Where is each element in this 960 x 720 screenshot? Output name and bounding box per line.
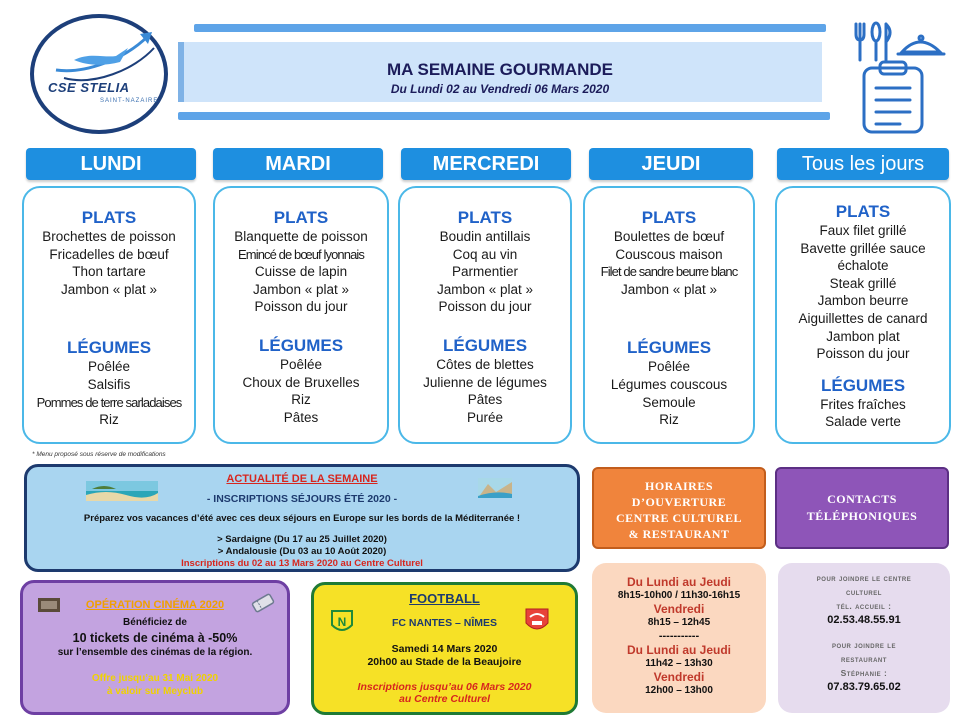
actualite-title: ACTUALITÉ DE LA SEMAINE — [226, 473, 378, 485]
menu-card-mardi — [213, 186, 389, 444]
menu-item: Riz — [291, 392, 311, 408]
menu-item: Bavette grillée sauce — [800, 240, 926, 256]
horaires-header-line: D’OUVERTURE — [631, 495, 727, 509]
cse-stelia-logo — [30, 14, 168, 134]
plats-title: PLATS — [457, 208, 513, 227]
actualite-subtitle: - INSCRIPTIONS SÉJOURS ÉTÉ 2020 - — [206, 493, 398, 505]
menu-card-jeudi — [583, 186, 755, 444]
menu-item: Brochettes de poisson — [42, 229, 176, 244]
svg-text:N: N — [337, 615, 347, 629]
menu-item: Faux filet grillé — [819, 223, 907, 238]
menu-item: Poisson du jour — [816, 346, 910, 362]
menu-item: Fricadelles de bœuf — [49, 246, 169, 262]
football-place: 20h00 au Stade de la Beaujoire — [367, 656, 522, 668]
menu-item: Thon tartare — [72, 264, 146, 280]
horaires-time: 11h42 – 13h30 — [645, 658, 713, 669]
football-date: Samedi 14 Mars 2020 — [391, 643, 498, 655]
menu-item: Poisson du jour — [438, 299, 532, 315]
day-tab-mercredi: MERCREDI — [401, 148, 571, 180]
legumes-title: LÉGUMES — [442, 335, 528, 355]
horaires-day: Vendredi — [653, 602, 705, 616]
plane-swoosh-icon — [44, 30, 162, 86]
horaires-time: 8h15 – 12h45 — [647, 617, 711, 628]
menu-item: Poêlée — [279, 356, 323, 372]
menu-item: Jambon « plat » — [252, 281, 350, 297]
cinema-validity: Offre jusqu’au 31 Mai 2020 — [91, 673, 219, 684]
menu-item: Jambon « plat » — [60, 281, 158, 297]
menu-item: Côtes de blettes — [436, 356, 534, 372]
contacts-header — [775, 467, 949, 549]
plats-title: PLATS — [273, 208, 329, 227]
banner-stripe-bottom — [178, 112, 830, 120]
plats-title: PLATS — [835, 202, 891, 221]
day-tab-tous-les-jours: Tous les jours — [777, 148, 949, 180]
menu-item: Blanquette de poisson — [234, 229, 368, 244]
horaires-day: Du Lundi au Jeudi — [627, 575, 731, 589]
cinema-meyclub: à valoir sur Meyclub — [106, 686, 204, 697]
menu-item: Steak grillé — [829, 275, 897, 291]
cinema-offer: 10 tickets de cinéma à -50% — [72, 631, 238, 645]
menu-card-lundi — [22, 186, 196, 444]
menu-item: Frites fraîches — [820, 396, 906, 412]
menu-item: Aiguillettes de canard — [798, 310, 928, 326]
contacts-header-line: CONTACTS — [827, 492, 897, 506]
fc-nantes-crest-icon — [330, 609, 354, 635]
ticket-icon — [250, 590, 276, 616]
horaires-time: 8h15-10h00 / 11h30-16h15 — [617, 590, 741, 601]
menu-item: Poisson du jour — [254, 299, 348, 315]
horaires-box — [592, 563, 766, 713]
day-tab-jeudi: JEUDI — [589, 148, 753, 180]
plats-title: PLATS — [641, 208, 697, 227]
football-inscriptions: Inscriptions jusqu’au 06 Mars 2020 — [357, 681, 532, 693]
actualite-inscriptions: Inscriptions du 02 au 13 Mars 2020 au Centre Culturel — [181, 558, 423, 569]
menu-item: Légumes couscous — [610, 376, 728, 392]
menu-item: Semoule — [642, 394, 696, 410]
menu-item: Boulettes de bœuf — [613, 229, 725, 244]
legumes-title: LÉGUMES — [820, 375, 906, 395]
horaires-time: 12h00 – 13h00 — [645, 685, 713, 696]
cinema-title: OPÉRATION CINÉMA 2020 — [85, 599, 225, 611]
cinema-line: sur l’ensemble des cinémas de la région. — [57, 647, 253, 658]
nimes-crest-icon — [524, 607, 550, 635]
menu-item: Choux de Bruxelles — [242, 374, 360, 390]
actualite-text: Préparez vos vacances d’été avec ces deux séjours en Europe sur les bords de la Méditerranée ! — [83, 513, 521, 524]
horaires-day: Vendredi — [653, 670, 705, 684]
menu-item: Jambon « plat » — [620, 281, 718, 297]
contacts-box — [778, 563, 950, 713]
contacts-label: restaurant — [841, 654, 887, 664]
menu-item: Julienne de légumes — [423, 374, 547, 390]
phone-centre-culturel: 02.53.48.55.91 — [827, 614, 901, 626]
menu-item: Salsifis — [87, 376, 131, 392]
menu-item: Jambon « plat » — [436, 281, 534, 297]
coast-photo-icon — [478, 478, 512, 498]
football-title: FOOTBALL — [409, 591, 480, 606]
menu-item: Pâtes — [283, 409, 319, 425]
menu-item: Jambon plat — [826, 328, 900, 344]
page-subtitle: Du Lundi 02 au Vendredi 06 Mars 2020 — [390, 82, 610, 96]
page-title: MA SEMAINE GOURMANDE — [386, 60, 614, 79]
horaires-separator: ----------- — [658, 630, 700, 642]
logo-name: CSE STELIA — [48, 80, 130, 95]
menu-item: Poêlée — [647, 359, 691, 375]
menu-item: échalote — [837, 258, 889, 274]
logo-subtitle: SAINT-NAZAIRE — [100, 98, 159, 104]
legumes-title: LÉGUMES — [66, 338, 152, 358]
menu-card-tous-les-jours — [775, 186, 951, 444]
contacts-label: pour joindre le centre — [816, 573, 912, 583]
menu-item: Cuisse de lapin — [254, 264, 348, 280]
contacts-label: culturel — [846, 587, 882, 597]
day-tab-lundi: LUNDI — [26, 148, 196, 180]
menu-card-mercredi — [398, 186, 572, 444]
contacts-header-line: TÉLÉPHONIQUES — [806, 509, 918, 523]
horaires-header-line: & RESTAURANT — [628, 527, 730, 541]
plats-title: PLATS — [81, 208, 137, 227]
football-inscriptions-place: au Centre Culturel — [398, 693, 490, 705]
menu-item: Salade verte — [825, 414, 901, 430]
beach-photo-icon — [86, 481, 158, 501]
menu-disclaimer: * Menu proposé sous réserve de modifications — [32, 451, 166, 458]
menu-item: Riz — [659, 412, 679, 428]
day-tab-mardi: MARDI — [213, 148, 383, 180]
menu-item: Poêlée — [87, 359, 131, 375]
menu-item: Coq au vin — [452, 246, 518, 262]
legumes-title: LÉGUMES — [258, 335, 344, 355]
horaires-header — [592, 467, 766, 549]
menu-item: Parmentier — [451, 264, 519, 280]
menu-item: Jambon beurre — [817, 293, 909, 309]
menu-item: Boudin antillais — [439, 229, 531, 244]
horaires-header-line: HORAIRES — [644, 479, 713, 493]
football-box — [311, 582, 578, 715]
banner-stripe-top — [194, 24, 826, 32]
legumes-title: LÉGUMES — [626, 338, 712, 358]
phone-restaurant: 07.83.79.65.02 — [827, 681, 901, 693]
contacts-label: tél. accueil : — [836, 601, 892, 611]
menu-item: Purée — [466, 409, 504, 425]
horaires-day: Du Lundi au Jeudi — [627, 643, 731, 657]
cinema-photo-icon — [38, 598, 60, 612]
contacts-label: pour joindre le — [832, 640, 896, 650]
football-match: FC NANTES – NÎMES — [391, 617, 497, 629]
cinema-line: Bénéficiez de — [123, 617, 187, 628]
menu-item: Filet de sandre beurre blanc — [600, 264, 738, 280]
menu-item: Pommes de terre sarladaises — [36, 394, 182, 410]
contacts-label: Stéphanie : — [840, 668, 888, 678]
menu-item: Couscous maison — [615, 246, 723, 262]
menu-item: Emincé de bœuf lyonnais — [238, 246, 364, 262]
cutlery-clipboard-icon — [850, 18, 950, 136]
horaires-header-line: CENTRE CULTUREL — [615, 511, 743, 525]
menu-item: Riz — [99, 412, 119, 428]
actualite-sejour-sardaigne: > Sardaigne (Du 17 au 25 Juillet 2020) — [217, 534, 387, 545]
actualite-sejour-andalousie: > Andalousie (Du 03 au 10 Août 2020) — [217, 546, 387, 557]
menu-item: Pâtes — [467, 392, 503, 408]
